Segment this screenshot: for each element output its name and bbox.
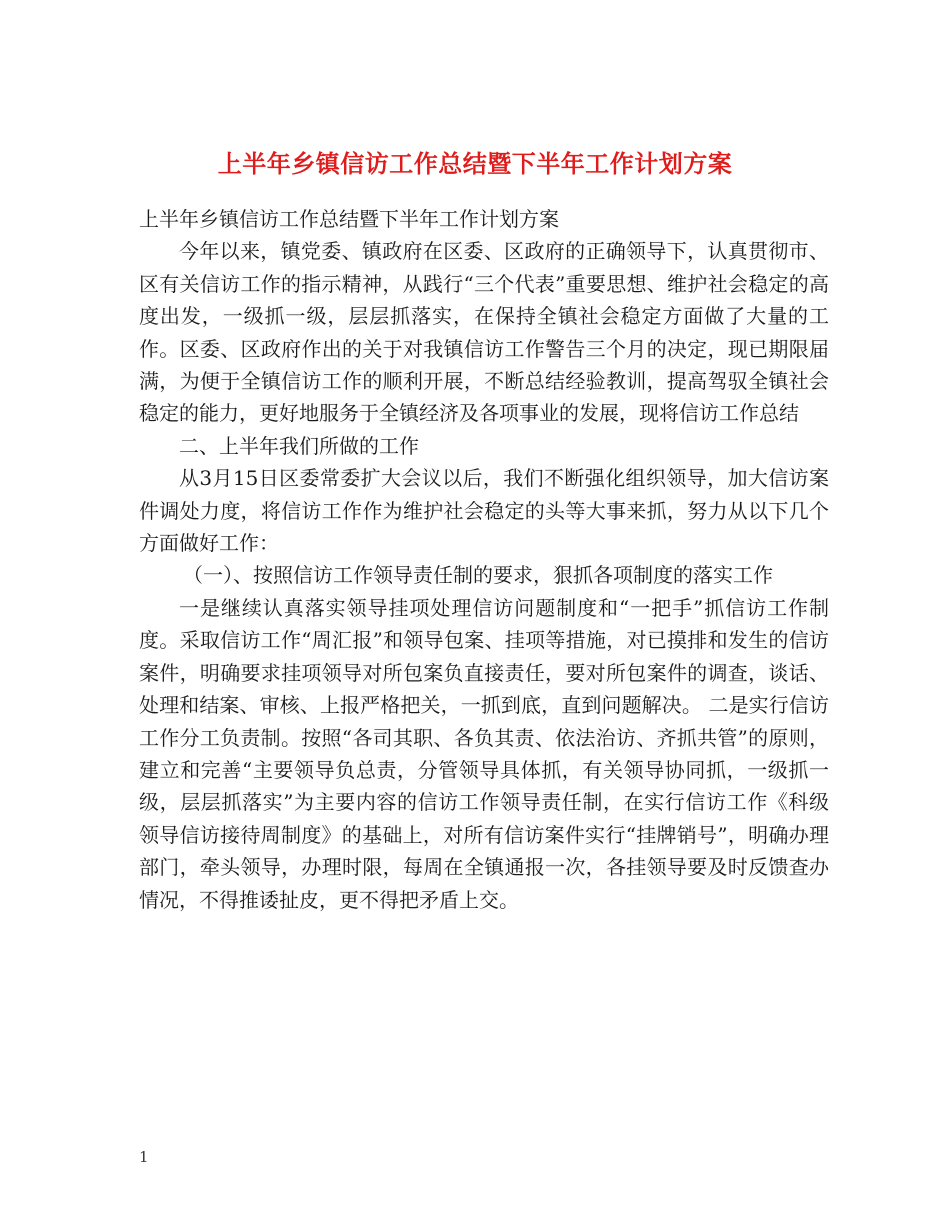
paragraph-intro: 今年以来，镇党委、镇政府在区委、区政府的正确领导下，认真贯彻市、区有关信访工作的指示精神，从践行“三个代表”重要思想、维护社会稳定的高度出发，一级抓一级，层层抓落实，在保持全镇社会稳定方面做了大量的工作。区委、区政府作出的关于对我镇信访工作警告三个月的决定，现已期限届满，为便于全镇信访工作的顺利开展，不断总结经验教训，提高驾驭全镇社会稳定的能力，更好地服务于全镇经济及各项事业的发展，现将信访工作总结 — [139, 239, 829, 426]
document-title: 上半年乡镇信访工作总结暨下半年工作计划方案 — [217, 150, 733, 179]
document-body — [139, 203, 829, 916]
paragraph-responsibility-details: 一是继续认真落实领导挂项处理信访问题制度和“一把手”抓信访工作制度。采取信访工作“周汇报”和领导包案、挂项等措施，对已摸排和发生的信访案件，明确要求挂项领导对所包案负直接责任，要对所包案件的调查，谈话、处理和结案、审核、上报严格把关，一抓到底，直到问题解决。 二是实行信访工作分工负责制。按照“各司其职、各负其责、依法治访、齐抓共管”的原则，建立和完善“主要领导负总责，分管领导具体抓，有关领导协同抓，一级抓一级，层层抓落实”为主要内容的信访工作领导责任制，在实行信访工作《科级领导信访接待周制度》的基础上，对所有信访案件实行“挂牌销号”，明确办理部门，牵头领导，办理时限，每周在全镇通报一次，各挂领导要及时反馈查办情况，不得推诿扯皮，更不得把矛盾上交。 — [139, 595, 829, 912]
document-subtitle: 上半年乡镇信访工作总结暨下半年工作计划方案 — [139, 207, 559, 231]
paragraph-work-overview: 从3月15日区委常委扩大会议以后，我们不断强化组织领导，加大信访案件调处力度，将信访工作作为维护社会稳定的头等大事来抓，努力从以下几个方面做好工作： — [139, 466, 829, 556]
page-number: 1 — [139, 1148, 149, 1166]
subsection-heading-responsibility: （一）、按照信访工作领导责任制的要求，狠抓各项制度的落实工作 — [183, 563, 773, 588]
section-heading-work-done: 二、上半年我们所做的工作 — [179, 433, 419, 458]
